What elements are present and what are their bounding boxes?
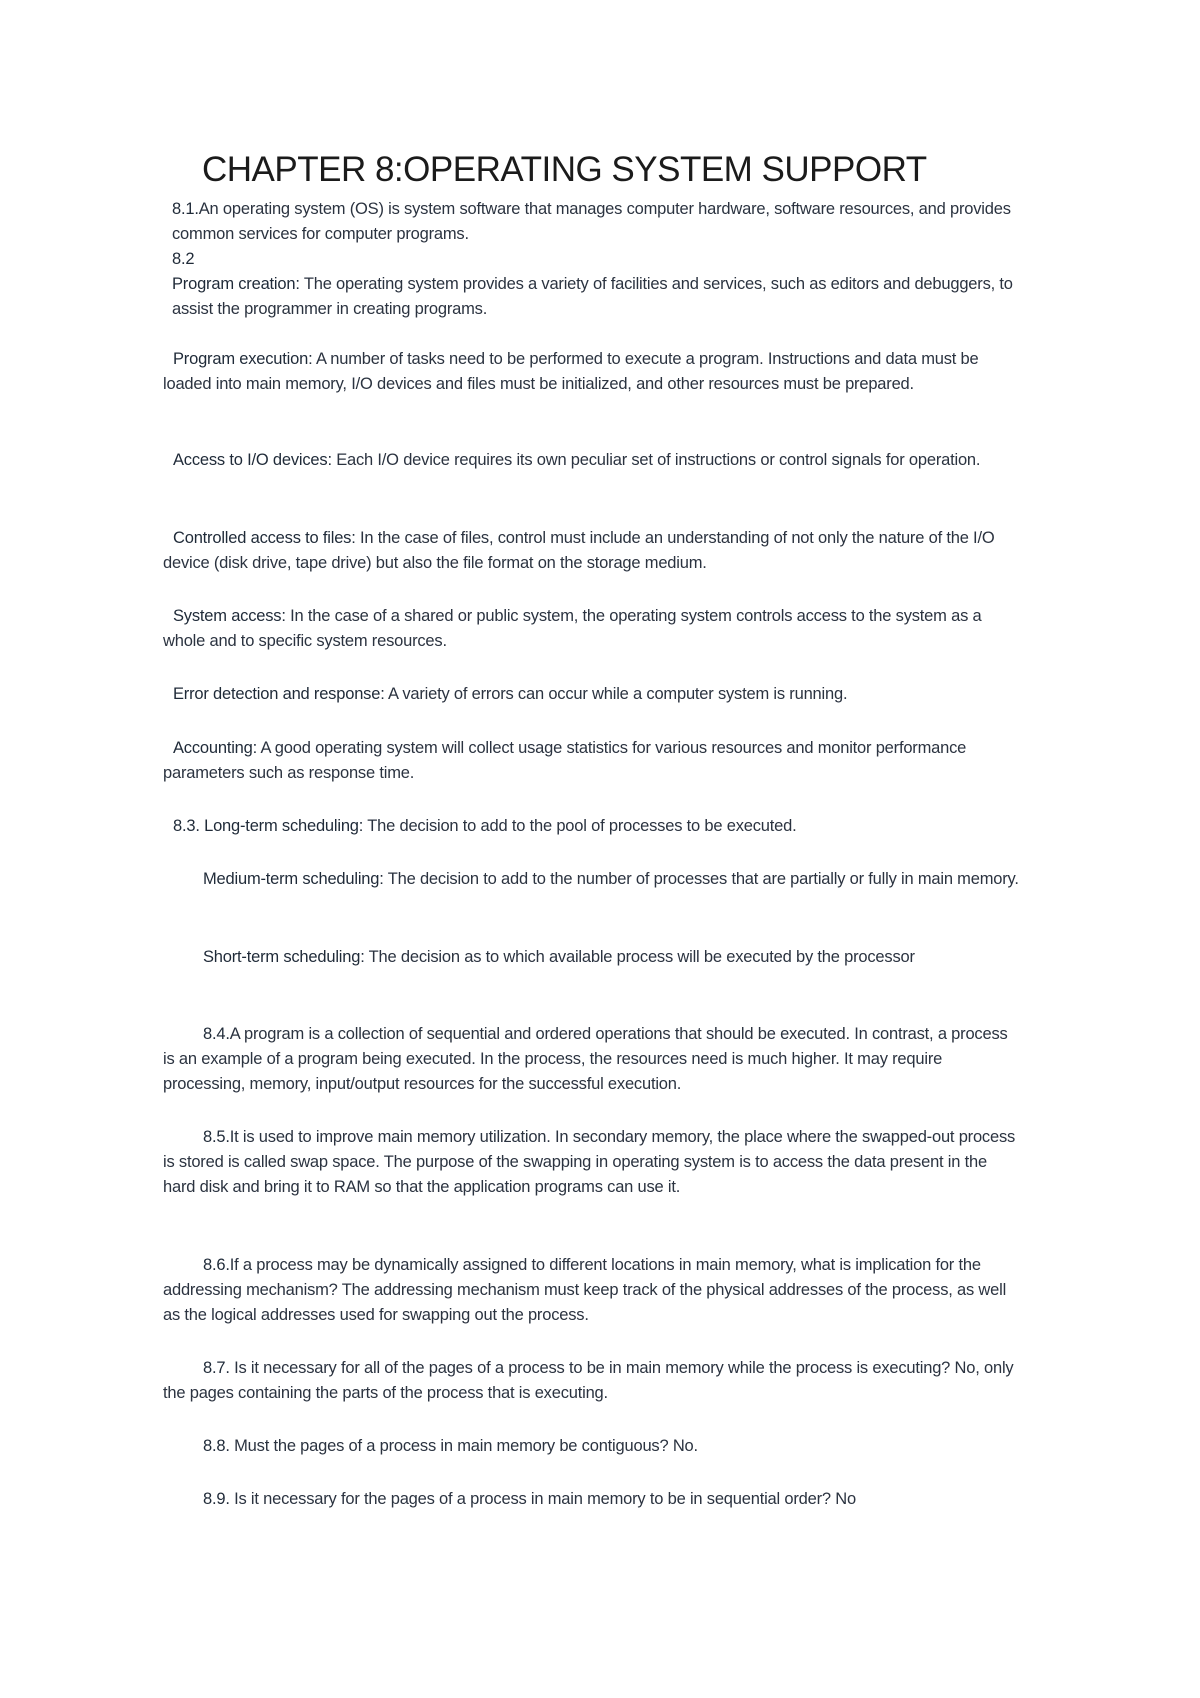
paragraph-text: Each I/O device requires its own peculiar set of instructions or control signals for operation. [331,451,981,469]
paragraph-lead: 8.6. [203,1256,230,1274]
paragraph-program-execution [163,347,1023,397]
paragraph-8-5 [163,1125,1023,1200]
paragraph-lead: Program creation: [172,275,300,293]
paragraph-text: In the case of files, control must include an understanding of not only the nature of the I/O device (disk drive, tape drive) but also the file format on the storage medium. [163,529,995,572]
paragraph-text: A program is a collection of sequential and ordered operations that should be executed. In contrast, a process is an example of a program being executed. In the process, the resources need is much higher. It may require processing, memory, input/output resources for the successful execution. [163,1025,1008,1093]
paragraph-8-6 [163,1253,1023,1328]
paragraph-text: Is it necessary for the pages of a process in main memory to be in sequential order? No [229,1490,856,1508]
paragraph-lead: Accounting: [173,739,258,757]
paragraph-text: If a process may be dynamically assigned to different locations in main memory, what is implication for the addressing mechanism? The addressing mechanism must keep track of the physical addresses of the process, as well as the logical addresses used for swapping out the process. [163,1256,1007,1324]
paragraph-text: The operating system provides a variety of facilities and services, such as editors and debuggers, to assist the programmer in creating programs. [172,275,1013,318]
paragraph-lead: Program execution: [173,350,313,368]
paragraph-lead: Access to I/O devices: [173,451,332,469]
paragraph-text: A number of tasks need to be performed to execute a program. Instructions and data must be loaded into main memory, I/O devices and files must be initialized, and other resources must be prepared. [163,350,979,393]
paragraph-text: The decision to add to the pool of processes to be executed. [363,817,797,835]
paragraph-text: Must the pages of a process in main memory be contiguous? No. [229,1437,698,1455]
paragraph-8-4 [163,1022,1023,1097]
paragraph-8-3-long-term [163,814,1023,839]
paragraph-medium-term [163,867,1023,892]
paragraph-lead: Controlled access to files: [173,529,356,547]
paragraph-lead: System access: [173,607,286,625]
paragraph-8-9 [163,1487,1023,1512]
paragraph-text: A good operating system will collect usage statistics for various resources and monitor performance parameters such as response time. [163,739,967,782]
paragraph-lead: 8.7. [203,1359,230,1377]
paragraph-lead: 8.8. [203,1437,230,1455]
paragraph-lead: 8.3. Long-term scheduling: [173,817,364,835]
paragraph-lead: 8.9. [203,1490,230,1508]
paragraph-short-term [163,945,1023,970]
paragraph-text: A variety of errors can occur while a computer system is running. [384,685,848,703]
paragraph-program-creation [172,272,1032,322]
paragraph-lead: Short-term scheduling: [203,948,365,966]
paragraph-system-access [163,604,1023,654]
paragraph-text: Is it necessary for all of the pages of a process to be in main memory while the process is executing? No, only the pages containing the parts of the process that is executing. [163,1359,1014,1402]
paragraph-text: It is used to improve main memory utilization. In secondary memory, the place where the swapped-out process is stored is called swap space. The purpose of the swapping in operating system is to access the data present in the hard disk and bring it to RAM so that the application programs can use it. [163,1128,1016,1196]
paragraph-lead: 8.1. [172,200,199,218]
paragraph-8-1 [172,197,1032,247]
paragraph-access-io [163,448,1023,473]
paragraph-accounting [163,736,1023,786]
paragraph-lead: Medium-term scheduling: [203,870,384,888]
paragraph-text: The decision as to which available process will be executed by the processor [364,948,915,966]
paragraph-text: The decision to add to the number of processes that are partially or fully in main memory. [383,870,1019,888]
paragraph-text: An operating system (OS) is system software that manages computer hardware, software resources, and provides common services for computer programs. [172,200,1011,243]
chapter-title: CHAPTER 8:OPERATING SYSTEM SUPPORT [202,150,927,189]
paragraph-text: In the case of a shared or public system, the operating system controls access to the system as a whole and to specific system resources. [163,607,982,650]
paragraph-lead: 8.5. [203,1128,230,1146]
paragraph-8-2-number [172,247,1032,272]
paragraph-error-detection [163,682,1023,707]
paragraph-8-8 [163,1434,1023,1459]
paragraph-lead: Error detection and response: [173,685,385,703]
paragraph-8-7 [163,1356,1023,1406]
paragraph-lead: 8.2 [172,250,195,268]
paragraph-controlled-access [163,526,1023,576]
paragraph-lead: 8.4. [203,1025,230,1043]
